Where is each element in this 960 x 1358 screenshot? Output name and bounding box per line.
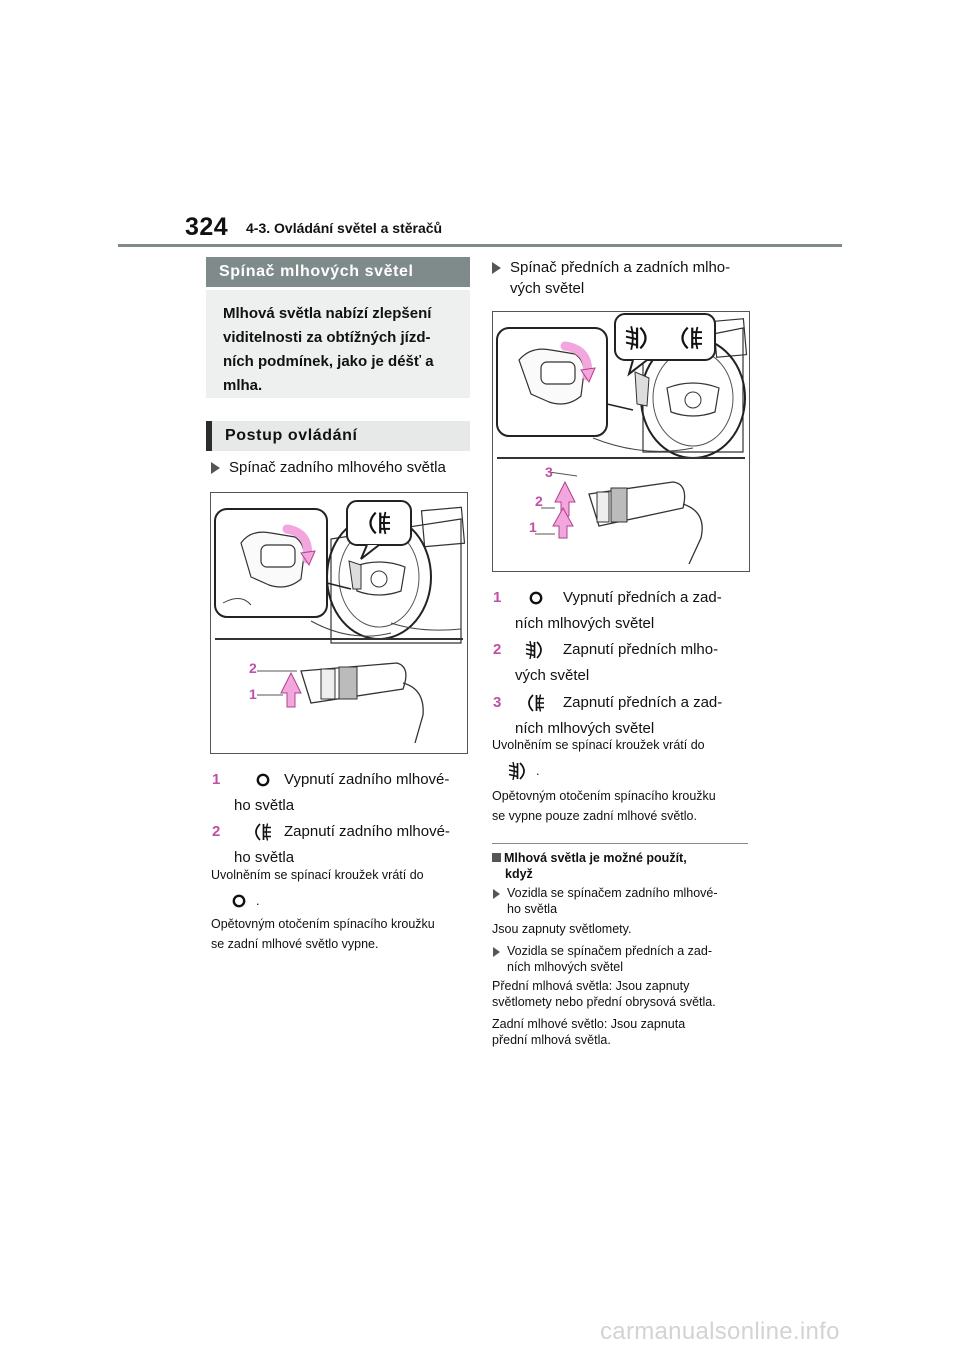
condition-front-fog-text: Přední mlhová světla: Jsou zapnuty světlomety nebo přední obrysová světla. — [492, 979, 716, 1009]
bullet-triangle-icon — [493, 889, 500, 899]
condition-front-rear-fog-vehicles: Vozidla se spínačem předních a zad- ních mlhových světel — [493, 943, 769, 975]
rear-fog-switch-heading: Spínač zadního mlhového světla — [211, 456, 489, 480]
rear-fog-switch-illustration — [210, 492, 468, 754]
page-number: 324 — [185, 213, 229, 241]
fog-off-icon — [523, 587, 549, 609]
list-item: 1 Vypnutí zadního mlhové- ho světla — [212, 771, 450, 814]
fog-off-icon — [228, 891, 250, 911]
left-note-release-end: . — [256, 894, 260, 908]
section-breadcrumb: 4-3. Ovládání světel a stěračů — [246, 220, 443, 236]
right-note-turn-again-2: se vypne pouze zadní mlhové světlo. — [492, 809, 697, 823]
bullet-triangle-icon — [211, 462, 220, 474]
conditions-title-2: když — [505, 867, 533, 881]
list-item: 2 Zapnutí zadního mlhové- ho světla — [212, 823, 450, 866]
left-note-release: Uvolněním se spínací kroužek vrátí do — [211, 868, 424, 882]
fog-off-icon — [250, 769, 276, 791]
conditions-title: Mlhová světla je možné použít, — [492, 850, 752, 866]
conditions-divider — [492, 843, 748, 844]
front-rear-fog-switch-heading: Spínač předních a zadních mlho- — [492, 256, 780, 280]
figure-label-2: 2 — [249, 660, 257, 676]
watermark: carmanualsonline.info — [600, 1318, 840, 1345]
bullet-triangle-icon — [492, 262, 501, 274]
right-note-turn-again-1: Opětovným otočením spínacího kroužku — [492, 789, 716, 803]
intro-text: Mlhová světla nabízí zlepšení viditelnosti za obtížných jízd- ních podmínek, jako je déšť a mlha. — [223, 305, 434, 394]
front-rear-fog-switch-illustration — [492, 311, 750, 572]
list-item: 3 Zapnutí předních a zad- ních mlhových světel — [493, 694, 723, 737]
front-fog-icon — [523, 639, 549, 661]
left-note-turn-again-1: Opětovným otočením spínacího kroužku — [211, 917, 435, 931]
procedure-title: Postup ovládání — [225, 427, 358, 444]
condition-rear-fog-light-text: Zadní mlhové světlo: Jsou zapnuta přední mlhová světla. — [492, 1017, 686, 1047]
bullet-triangle-icon — [493, 947, 500, 957]
list-item: 1 Vypnutí předních a zad- ních mlhových světel — [493, 589, 722, 632]
front-fog-icon — [506, 760, 532, 782]
front-rear-fog-switch-heading-2: vých světel — [510, 280, 585, 297]
left-note-turn-again-2: se zadní mlhové světlo vypne. — [211, 937, 379, 951]
condition-rear-fog-text: Jsou zapnuty světlomety. — [492, 922, 632, 936]
rear-fog-icon — [521, 692, 547, 714]
square-bullet-icon — [492, 853, 501, 862]
rear-fog-icon — [248, 821, 274, 843]
right-note-release: Uvolněním se spínací kroužek vrátí do — [492, 738, 705, 752]
header-divider — [118, 244, 842, 247]
procedure-title-bar — [206, 421, 470, 451]
section-title: Spínač mlhových světel — [219, 263, 414, 280]
intro-box — [206, 290, 470, 398]
section-title-bar — [206, 257, 470, 287]
figure-label-1: 1 — [529, 519, 537, 535]
figure-label-3: 3 — [545, 464, 553, 480]
figure-label-1: 1 — [249, 686, 257, 702]
condition-rear-fog-vehicles: Vozidla se spínačem zadního mlhové- ho světla — [493, 885, 769, 917]
list-item: 2 Zapnutí předních mlho- vých světel — [493, 641, 719, 684]
front-rear-fog-switch-drawing — [493, 312, 749, 571]
right-note-release-end: . — [536, 764, 540, 778]
figure-label-2: 2 — [535, 493, 543, 509]
rear-fog-switch-drawing — [211, 493, 467, 753]
